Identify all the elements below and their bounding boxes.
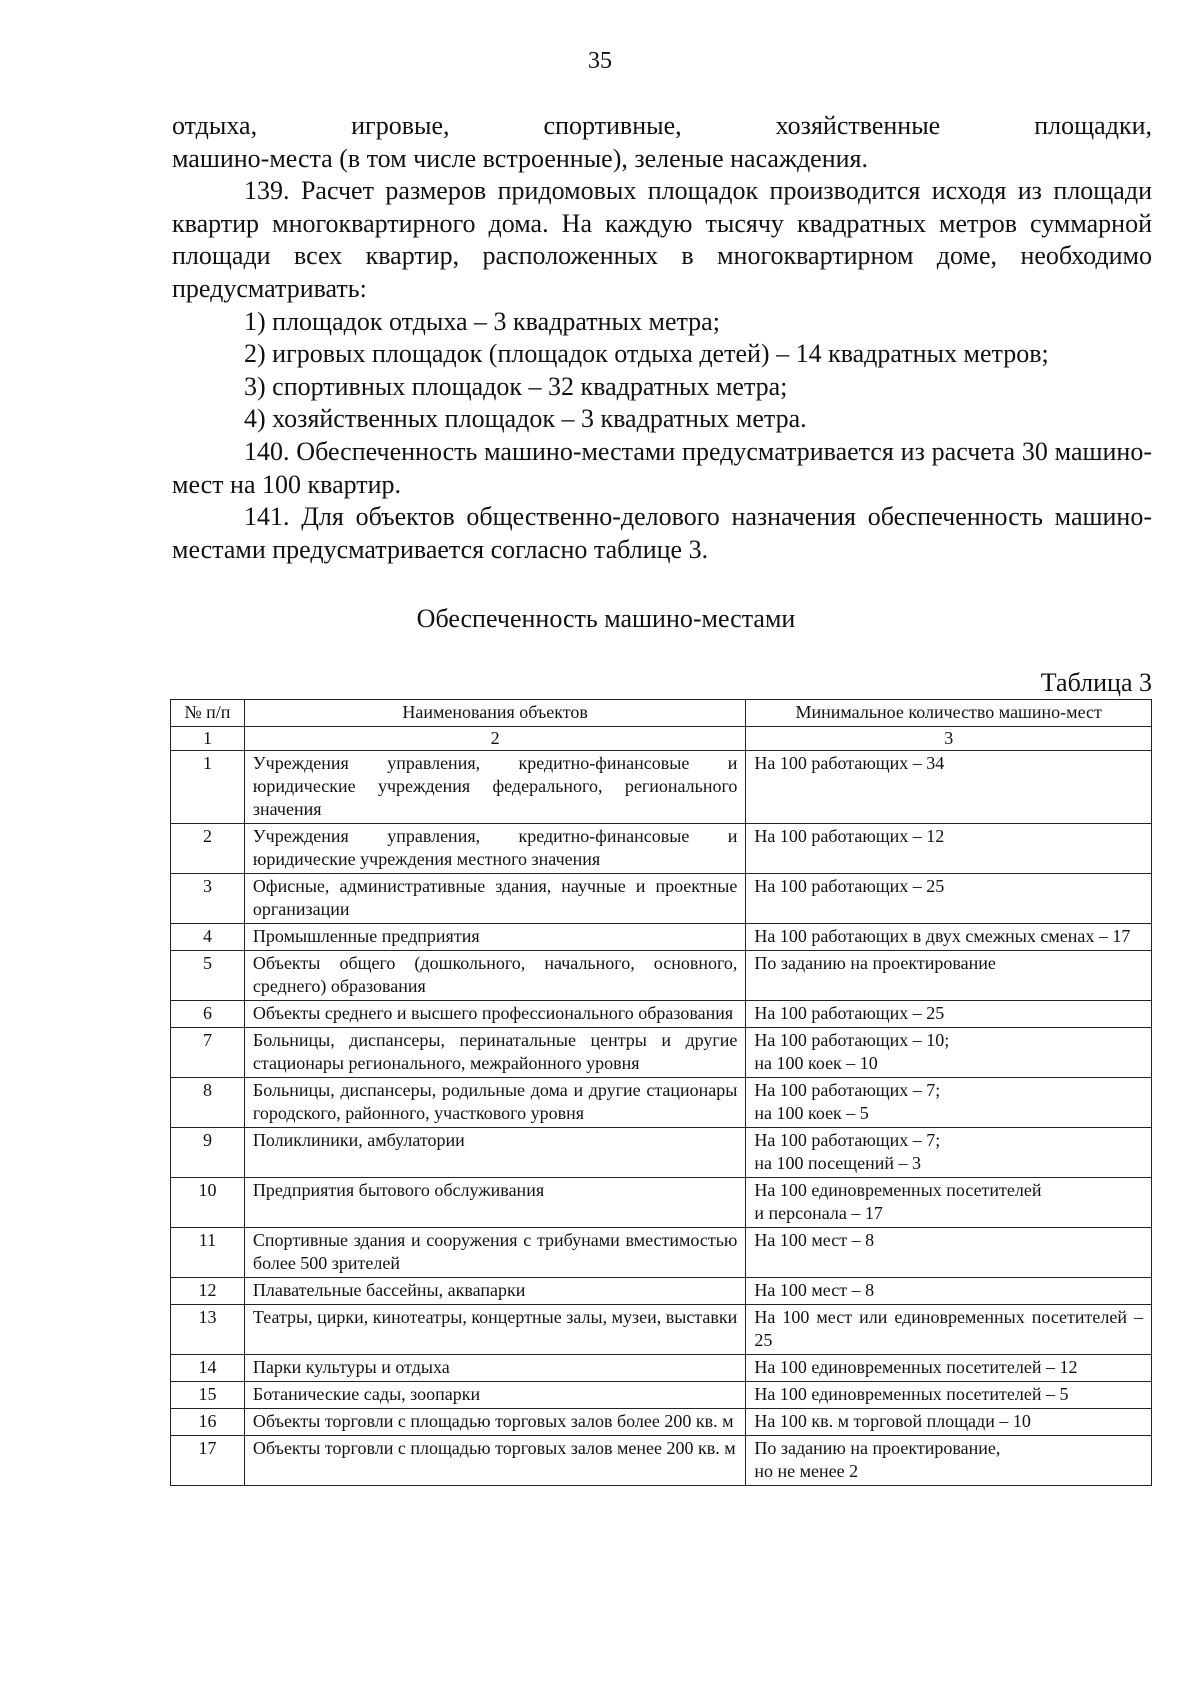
row-object-name: Объекты среднего и высшего профессионального образования <box>244 1001 745 1028</box>
row-number: 11 <box>171 1228 245 1278</box>
paragraph-139: 139. Расчет размеров придомовых площадок производится исходя из площади квартир многоквартирного дома. На каждую тысячу квадратных метров суммарной площади всех квартир, расположенных в многоквартирном доме, необходимо предусматривать: <box>172 176 1152 303</box>
table-row <box>171 1382 1152 1409</box>
body-text <box>172 110 1152 566</box>
row-object-name: Офисные, административные здания, научные и проектные организации <box>244 874 745 924</box>
header-object-name: Наименования объектов <box>244 700 745 727</box>
row-parking-value: На 100 единовременных посетителей – 5 <box>746 1382 1152 1409</box>
column-index: 3 <box>746 727 1152 751</box>
table-row <box>171 1278 1152 1305</box>
row-number: 1 <box>171 751 245 824</box>
row-object-name: Предприятия бытового обслуживания <box>244 1178 745 1228</box>
row-parking-value: По заданию на проектирование <box>746 951 1152 1001</box>
table-row <box>171 1409 1152 1436</box>
table-row <box>171 824 1152 874</box>
table-row <box>171 1178 1152 1228</box>
table-caption: Таблица 3 <box>1040 668 1152 697</box>
paragraph-continuation-line2: машино-места (в том числе встроенные), зеленые насаждения. <box>172 143 868 173</box>
table-row <box>171 874 1152 924</box>
row-object-name: Учреждения управления, кредитно-финансовые и юридические учреждения федерального, регионального значения <box>244 751 745 824</box>
row-parking-value: На 100 работающих – 25 <box>746 1001 1152 1028</box>
row-number: 3 <box>171 874 245 924</box>
row-parking-value: На 100 единовременных посетителей и персонала – 17 <box>746 1178 1152 1228</box>
row-object-name: Объекты общего (дошкольного, начального, основного, среднего) образования <box>244 951 745 1001</box>
row-parking-value: На 100 работающих – 12 <box>746 824 1152 874</box>
list-item: 4) хозяйственных площадок – 3 квадратных метра. <box>244 404 807 434</box>
row-number: 17 <box>171 1436 245 1486</box>
column-index-row <box>171 727 1152 751</box>
table-row <box>171 751 1152 824</box>
table-header-row <box>171 700 1152 727</box>
row-object-name: Спортивные здания и сооружения с трибунами вместимостью более 500 зрителей <box>244 1228 745 1278</box>
table-body <box>171 727 1152 1486</box>
row-object-name: Промышленные предприятия <box>244 924 745 951</box>
row-number: 7 <box>171 1028 245 1078</box>
row-number: 9 <box>171 1128 245 1178</box>
header-number: № п/п <box>171 700 245 727</box>
row-object-name: Плавательные бассейны, аквапарки <box>244 1278 745 1305</box>
row-parking-value: На 100 мест – 8 <box>746 1278 1152 1305</box>
table-row <box>171 1228 1152 1278</box>
row-parking-value: На 100 работающих – 25 <box>746 874 1152 924</box>
row-parking-value: На 100 единовременных посетителей – 12 <box>746 1355 1152 1382</box>
header-min-parking: Минимальное количество машино-мест <box>746 700 1152 727</box>
row-parking-value: На 100 работающих – 7; на 100 посещений – 3 <box>746 1128 1152 1178</box>
row-parking-value: По заданию на проектирование, но не менее 2 <box>746 1436 1152 1486</box>
row-parking-value: На 100 работающих – 7; на 100 коек – 5 <box>746 1078 1152 1128</box>
list-item: 3) спортивных площадок – 32 квадратных метра; <box>244 371 788 401</box>
table-title: Обеспеченность машино-местами <box>416 604 796 633</box>
row-number: 14 <box>171 1355 245 1382</box>
page-number: 35 <box>588 48 612 74</box>
table-row <box>171 1001 1152 1028</box>
row-number: 5 <box>171 951 245 1001</box>
row-number: 12 <box>171 1278 245 1305</box>
row-object-name: Больницы, диспансеры, родильные дома и другие стационары городского, районного, участкового уровня <box>244 1078 745 1128</box>
list-item: 2) игровых площадок (площадок отдыха детей) – 14 квадратных метров; <box>244 339 1049 369</box>
row-number: 10 <box>171 1178 245 1228</box>
row-object-name: Учреждения управления, кредитно-финансовые и юридические учреждения местного значения <box>244 824 745 874</box>
row-object-name: Объекты торговли с площадью торговых залов менее 200 кв. м <box>244 1436 745 1486</box>
row-number: 2 <box>171 824 245 874</box>
table-row <box>171 1305 1152 1355</box>
row-number: 6 <box>171 1001 245 1028</box>
column-index: 2 <box>244 727 745 751</box>
row-parking-value: На 100 работающих в двух смежных сменах – 17 <box>746 924 1152 951</box>
row-object-name: Ботанические сады, зоопарки <box>244 1382 745 1409</box>
row-parking-value: На 100 мест или единовременных посетителей – 25 <box>746 1305 1152 1355</box>
parking-table <box>170 699 1152 1486</box>
row-object-name: Поликлиники, амбулатории <box>244 1128 745 1178</box>
row-parking-value: На 100 кв. м торговой площади – 10 <box>746 1409 1152 1436</box>
table-row <box>171 1078 1152 1128</box>
table-row <box>171 951 1152 1001</box>
table-row <box>171 1355 1152 1382</box>
table-row <box>171 1028 1152 1078</box>
row-parking-value: На 100 работающих – 34 <box>746 751 1152 824</box>
row-parking-value: На 100 работающих – 10; на 100 коек – 10 <box>746 1028 1152 1078</box>
paragraph-140: 140. Обеспеченность машино-местами предусматривается из расчета 30 машино-мест на 100 квартир. <box>172 436 1152 499</box>
table-row <box>171 924 1152 951</box>
row-object-name: Парки культуры и отдыха <box>244 1355 745 1382</box>
row-object-name: Театры, цирки, кинотеатры, концертные залы, музеи, выставки <box>244 1305 745 1355</box>
paragraph-continuation-line1: отдыха, игровые, спортивные, хозяйственные площадки, <box>172 111 1152 140</box>
row-number: 13 <box>171 1305 245 1355</box>
row-parking-value: На 100 мест – 8 <box>746 1228 1152 1278</box>
row-number: 8 <box>171 1078 245 1128</box>
list-item: 1) площадок отдыха – 3 квадратных метра; <box>244 306 720 336</box>
table-row <box>171 1128 1152 1178</box>
row-number: 15 <box>171 1382 245 1409</box>
row-object-name: Объекты торговли с площадью торговых залов более 200 кв. м <box>244 1409 745 1436</box>
row-number: 4 <box>171 924 245 951</box>
row-object-name: Больницы, диспансеры, перинатальные центры и другие стационары регионального, межрайонного уровня <box>244 1028 745 1078</box>
row-number: 16 <box>171 1409 245 1436</box>
paragraph-141: 141. Для объектов общественно-делового назначения обеспеченность машино-местами предусматривается согласно таблице 3. <box>172 502 1152 564</box>
column-index: 1 <box>171 727 245 751</box>
table-row <box>171 1436 1152 1486</box>
